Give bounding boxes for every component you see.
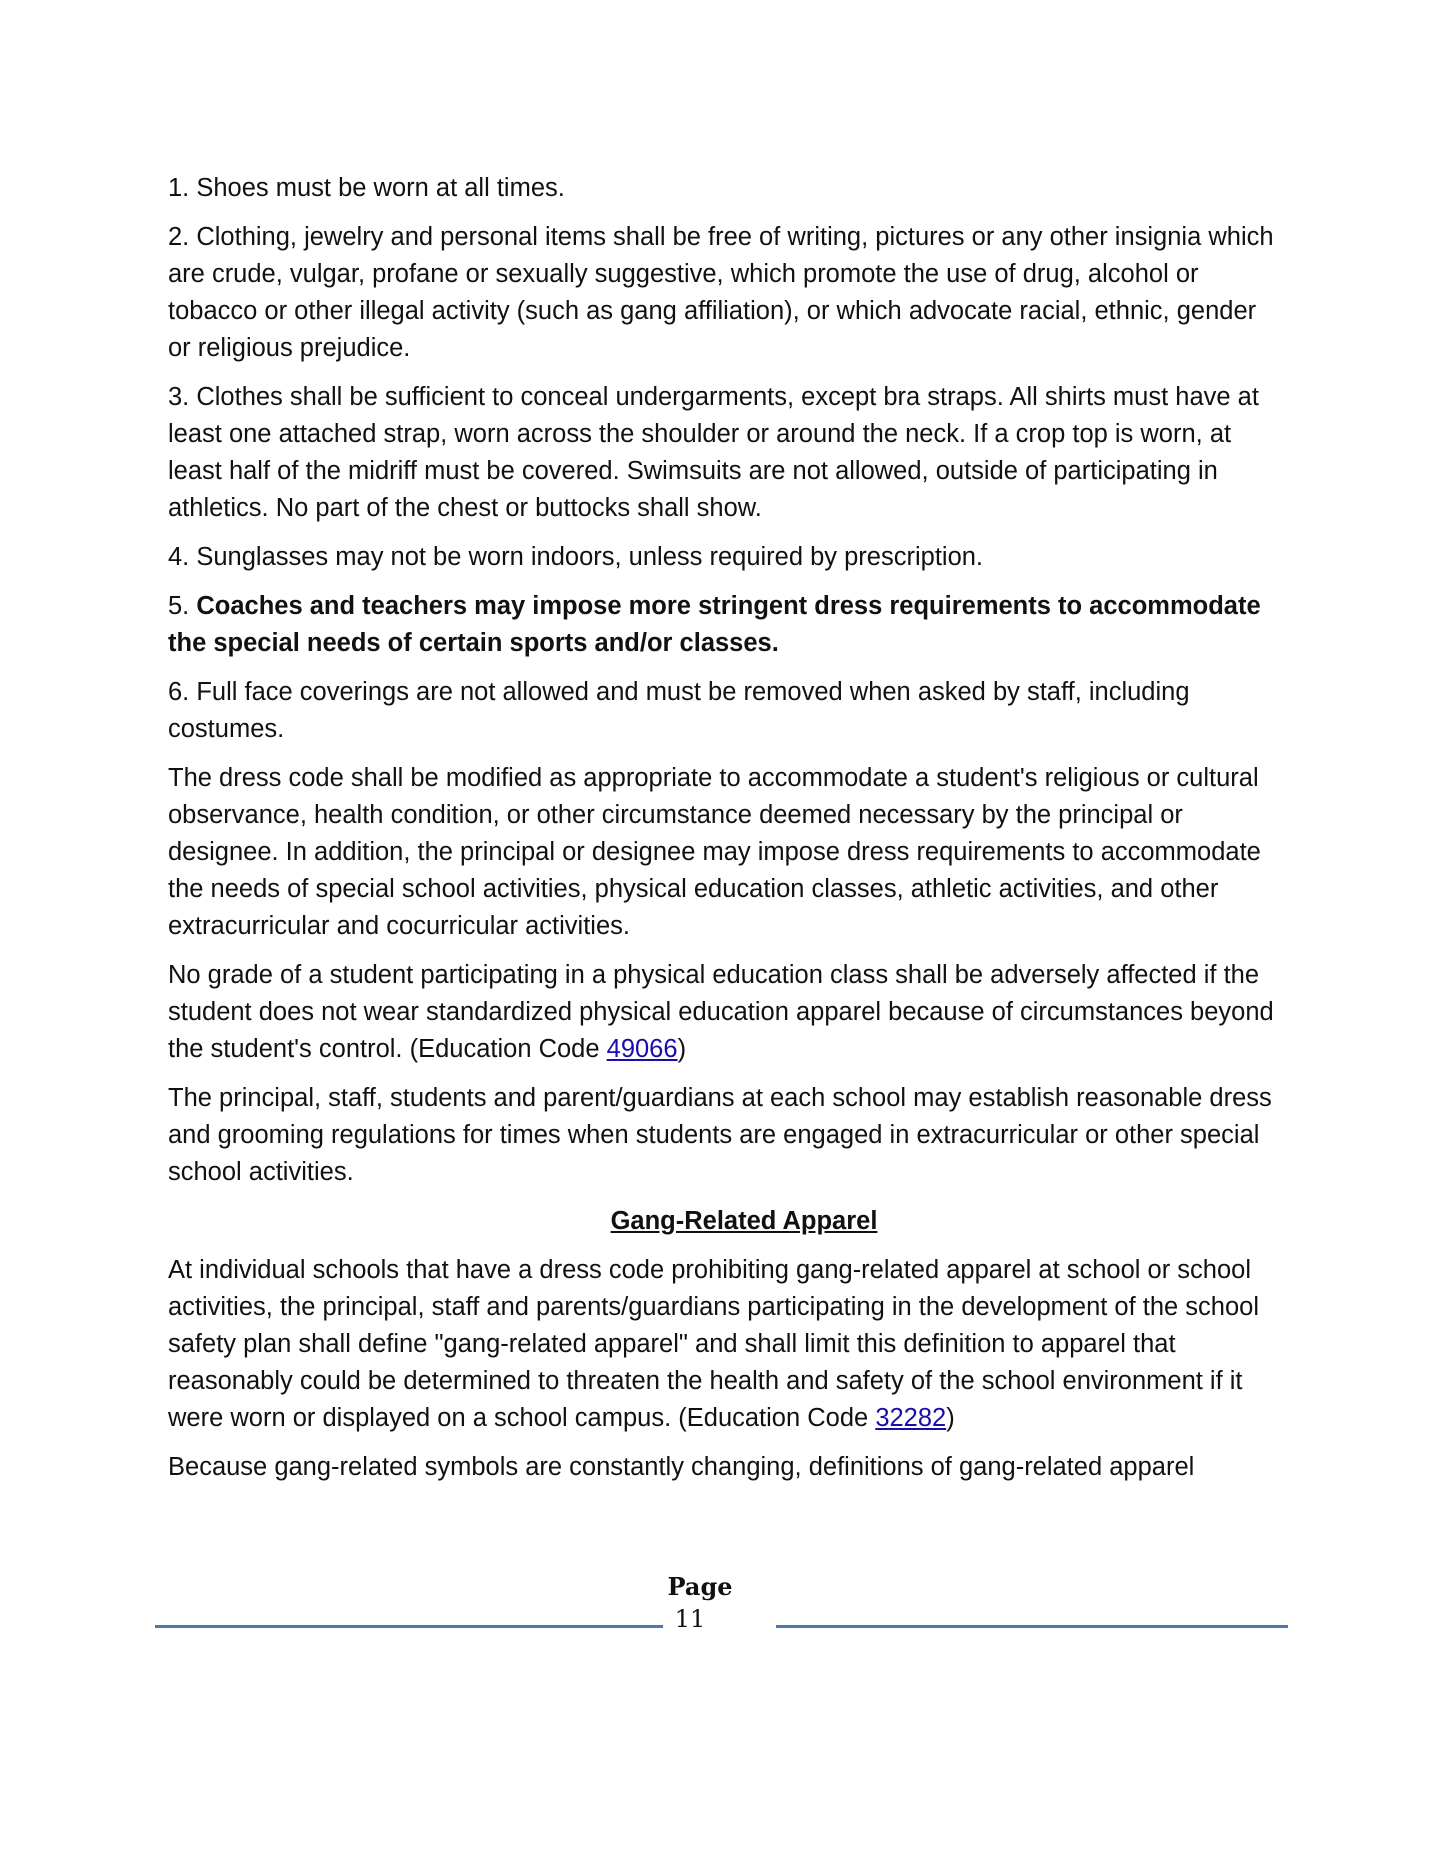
page-footer (0, 1572, 1440, 1652)
paragraph-pe-grade (168, 957, 1280, 1068)
paragraph-dress-code-modified: The dress code shall be modified as appropriate to accommodate a student's religious or cultural observance, health condition, or other circumstance deemed necessary by the principal or designee. In addition, the principal or designee may impose dress requirements to accommodate the needs of special school activities, physical education classes, athletic activities, and other extracurricular and cocurricular activities. (168, 764, 1261, 940)
paragraph-pe-grade-text: No grade of a student participating in a physical education class shall be adversely affected if the student does not wear standardized physical education apparel because of circumstances beyond the student's control. (Education Code (168, 961, 1274, 1063)
paragraph-gang-apparel-text: At individual schools that have a dress code prohibiting gang-related apparel at school or school activities, the principal, staff and parents/guardians participating in the development of the school safety plan shall define "gang-related apparel" and shall limit this definition to apparel that reasonably could be determined to threaten the health and safety of the school environment if it were worn or displayed on a school campus. (Education Code (168, 1256, 1260, 1432)
list-item-5-bold-text: Coaches and teachers may impose more stringent dress requirements to accommodate the special needs of certain sports and/or classes. (168, 592, 1261, 657)
list-item-1: 1. Shoes must be worn at all times. (168, 174, 565, 202)
list-item-3: 3. Clothes shall be sufficient to conceal undergarments, except bra straps. All shirts must have at least one attached strap, worn across the shoulder or around the neck. If a crop top is worn, at least half of the midriff must be covered. Swimsuits are not allowed, outside of participating in athletics. No part of the chest or buttocks shall show. (168, 383, 1259, 522)
paragraph-gang-apparel-close: ) (946, 1404, 955, 1432)
page-number: 11 (674, 1605, 706, 1633)
education-code-49066-link[interactable]: 49066 (606, 1035, 678, 1063)
education-code-32282-link[interactable]: 32282 (875, 1404, 947, 1432)
list-item-4: 4. Sunglasses may not be worn indoors, unless required by prescription. (168, 543, 984, 571)
list-item-5 (168, 588, 1280, 662)
section-heading-gang-related-apparel: Gang-Related Apparel (610, 1207, 878, 1235)
document-body (168, 170, 1280, 1498)
list-item-6: 6. Full face coverings are not allowed and must be removed when asked by staff, including costumes. (168, 678, 1190, 743)
paragraph-pe-grade-close: ) (677, 1035, 687, 1063)
paragraph-gang-apparel (168, 1252, 1280, 1437)
paragraph-grooming-regulations: The principal, staff, students and parent/guardians at each school may establish reasonable dress and grooming regulations for times when students are engaged in extracurricular or other special school activities. (168, 1084, 1272, 1186)
paragraph-gang-symbols: Because gang-related symbols are constantly changing, definitions of gang-related apparel (168, 1453, 1195, 1481)
footer-rule-right (776, 1625, 1288, 1628)
page-label: Page (667, 1572, 733, 1601)
list-item-5-number: 5. (168, 592, 197, 620)
list-item-2: 2. Clothing, jewelry and personal items shall be free of writing, pictures or any other insignia which are crude, vulgar, profane or sexually suggestive, which promote the use of drug, alcohol or tobacco or other illegal activity (such as gang affiliation), or which advocate racial, ethnic, gender or religious prejudice. (168, 223, 1274, 362)
